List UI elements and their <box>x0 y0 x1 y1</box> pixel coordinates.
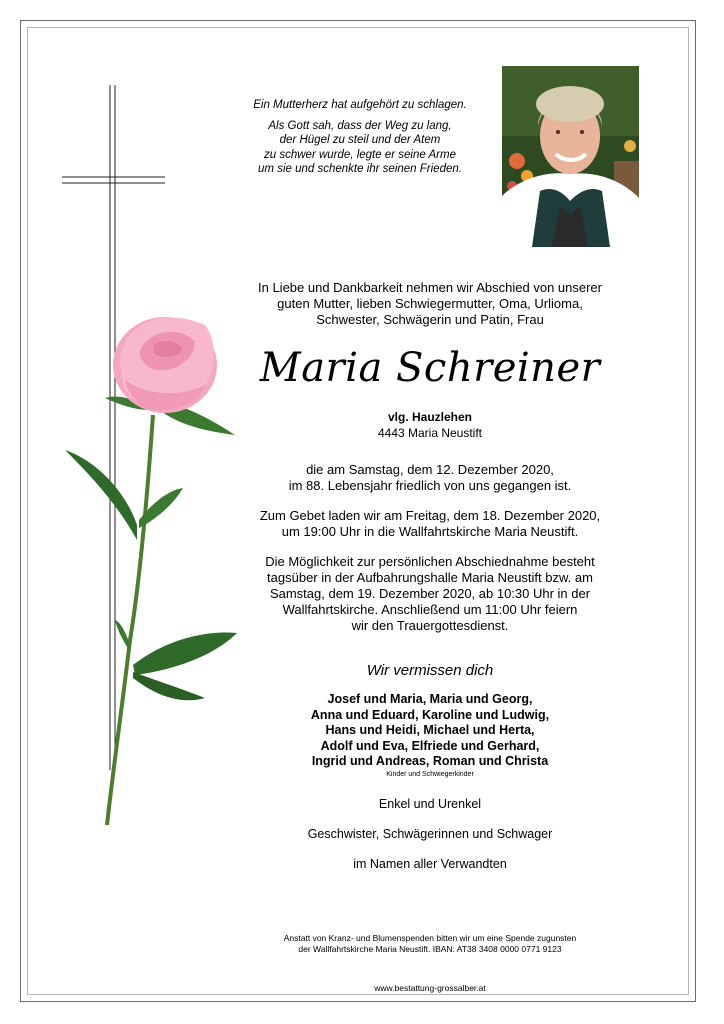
death-notice <box>210 462 650 494</box>
prayer-line: um 19:00 Uhr in die Wallfahrtskirche Maria Neustift. <box>281 524 579 539</box>
prayer-notice <box>210 508 650 540</box>
address: 4443 Maria Neustift <box>377 426 483 440</box>
poem-line: Ein Mutterherz hat aufgehört zu schlagen. <box>253 99 467 111</box>
farewell-notice <box>210 554 650 634</box>
prayer-line: Zum Gebet laden wir am Freitag, dem 18. Dezember 2020, <box>259 508 601 523</box>
family-line: Hans und Heidi, Michael und Herta, <box>325 723 535 737</box>
farewell-line: wir den Trauergottesdienst. <box>351 618 509 633</box>
grandchildren: Enkel und Urenkel <box>378 797 482 811</box>
miss-heading: Wir vermissen dich <box>366 662 494 679</box>
family-line: Ingrid und Andreas, Roman und Christa <box>311 754 549 768</box>
notice-line: der Wallfahrtskirche Maria Neustift. IBAN: AT38 3408 0000 0771 9123 <box>298 944 562 954</box>
intro-line: In Liebe und Dankbarkeit nehmen wir Abschied von unserer <box>258 280 602 295</box>
poem-line: um sie und schenkte ihr seinen Frieden. <box>258 163 462 175</box>
family-list <box>210 692 650 770</box>
portrait-photo <box>502 66 639 247</box>
family-line: Adolf und Eva, Elfriede und Gerhard, <box>320 738 540 753</box>
relatives: im Namen aller Verwandten <box>353 857 507 871</box>
farewell-line: Wallfahrtskirche. Anschließend um 11:00 Uhr feiern <box>282 602 578 617</box>
family-line: Anna und Eduard, Karoline und Ludwig, <box>310 707 550 722</box>
donation-notice <box>210 933 650 955</box>
website-link[interactable]: www.bestattung-grossalber.at <box>374 983 486 993</box>
farewell-line: Samstag, dem 19. Dezember 2020, ab 10:30 Uhr in der <box>269 586 591 601</box>
notice-line: Anstatt von Kranz- und Blumenspenden bitten wir um eine Spende zugunsten <box>283 933 577 943</box>
farewell-line: tagsüber in der Aufbahrungshalle Maria Neustift bzw. am <box>267 570 593 585</box>
deceased-name: Maria Schreiner <box>259 345 601 391</box>
death-line: im 88. Lebensjahr friedlich von uns gegangen ist. <box>288 478 572 493</box>
intro-line: Schwester, Schwägerin und Patin, Frau <box>316 312 544 327</box>
poem-line: zu schwer wurde, legte er seine Arme <box>264 148 456 161</box>
poem <box>210 98 510 177</box>
intro-text <box>210 280 650 328</box>
poem-line: Als Gott sah, dass der Weg zu lang, <box>268 119 452 132</box>
family-line: Josef und Maria, Maria und Georg, <box>327 692 533 706</box>
kinder-label: Kinder und Schwiegerkinder <box>386 771 474 778</box>
vulgo-name: vlg. Hauzlehen <box>387 410 473 424</box>
death-line: die am Samstag, dem 12. Dezember 2020, <box>306 462 554 477</box>
farewell-line: Die Möglichkeit zur persönlichen Abschiednahme besteht <box>265 554 595 569</box>
siblings: Geschwister, Schwägerinnen und Schwager <box>307 827 553 841</box>
poem-line: der Hügel zu steil und der Atem <box>279 134 441 146</box>
intro-line: guten Mutter, lieben Schwiegermutter, Oma, Urlioma, <box>277 296 583 311</box>
